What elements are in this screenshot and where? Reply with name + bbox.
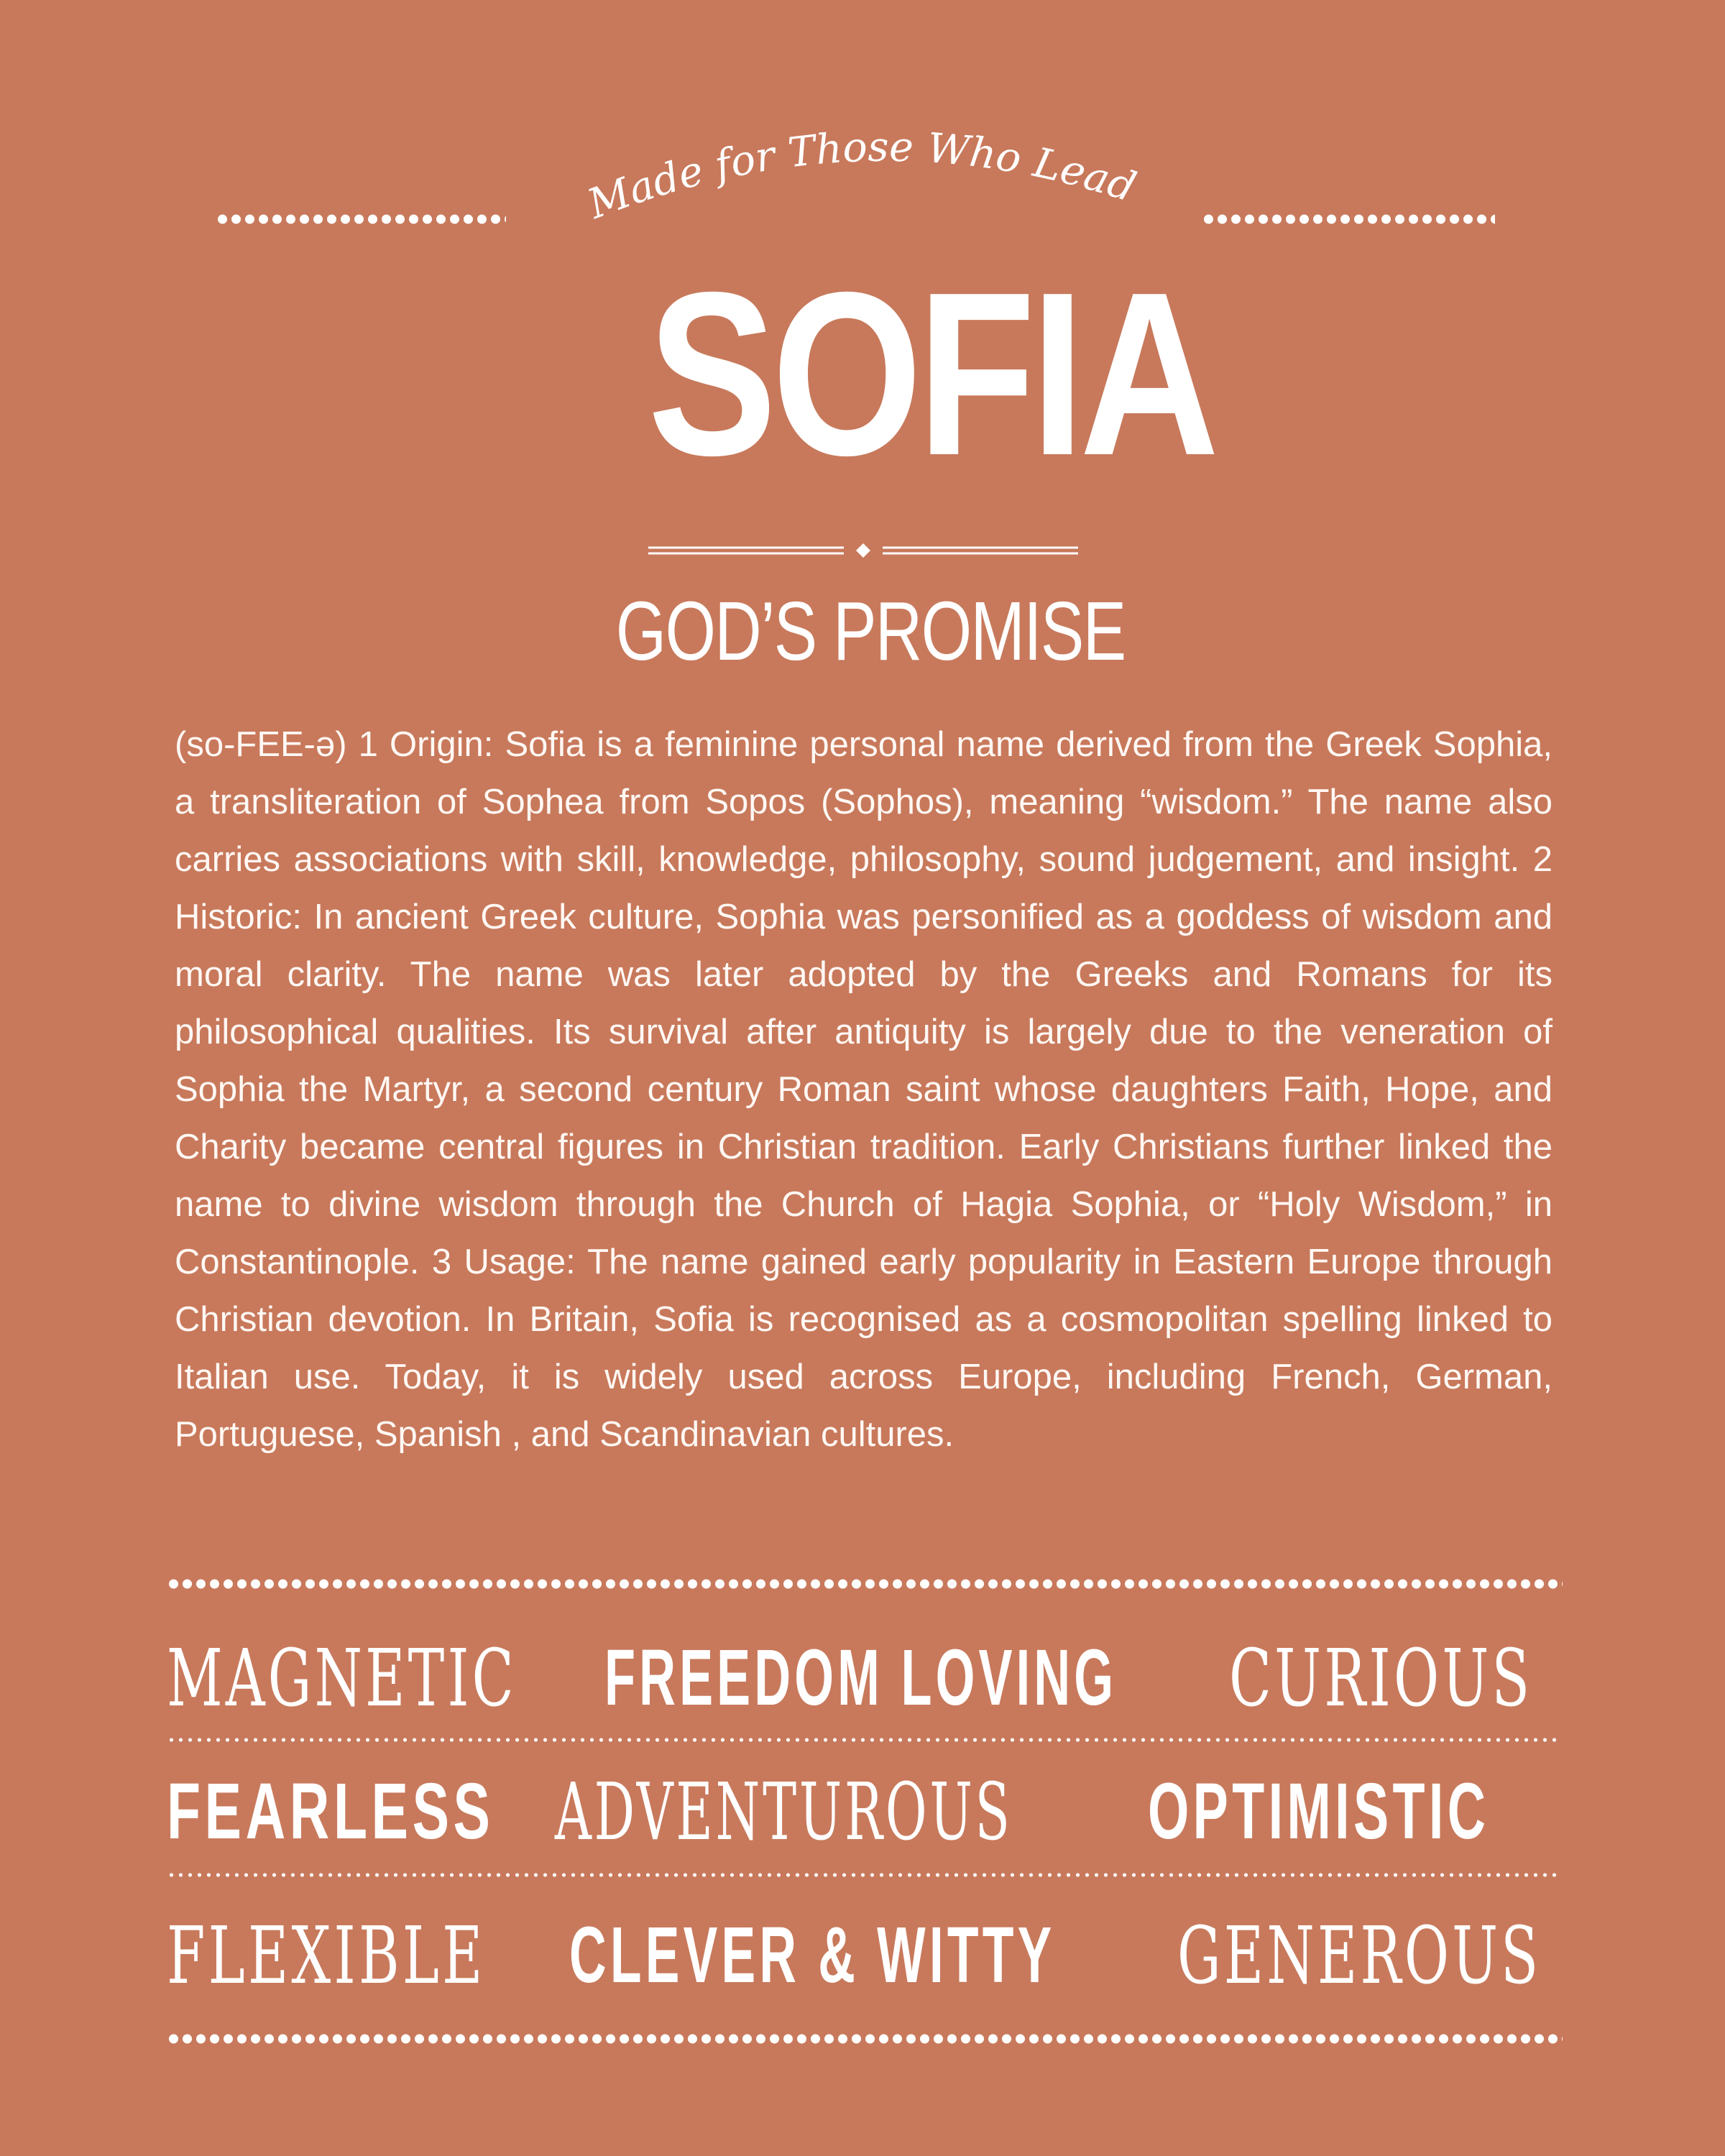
traits-top-dot-divider <box>167 1577 1563 1591</box>
trait-row-2 <box>167 1766 1561 1858</box>
tagline-text <box>581 124 1141 229</box>
tagline-text-path: Made for Those Who Lead <box>581 123 1141 229</box>
traits-row-dot-divider-1 <box>167 1736 1561 1743</box>
separator-diamond-icon <box>856 543 870 558</box>
top-left-dot-divider <box>216 212 506 226</box>
trait-freedom-loving: FREEDOM LOVING <box>604 1634 1118 1722</box>
tagline-arc <box>561 121 1164 243</box>
traits-row-dot-divider-2 <box>167 1871 1561 1879</box>
trait-generous: GENEROUS <box>1177 1909 1542 2001</box>
name-meaning: GOD’S PROMISE <box>615 584 1126 678</box>
trait-curious: CURIOUS <box>1229 1632 1533 1724</box>
trait-magnetic: MAGNETIC <box>167 1632 517 1724</box>
trait-row-1 <box>167 1632 1561 1724</box>
ornamental-separator <box>648 543 1078 558</box>
name-title: SOFIA <box>648 244 1215 504</box>
trait-row-3 <box>167 1909 1561 2001</box>
trait-fearless: FEARLESS <box>167 1767 494 1856</box>
top-right-dot-divider <box>1202 212 1495 226</box>
trait-flexible: FLEXIBLE <box>167 1909 486 2001</box>
traits-bottom-dot-divider <box>167 2032 1563 2046</box>
name-description: (so-FEE-ə) 1 Origin: Sofia is a feminine personal name derived from the Greek Sophia, a transliteration of Sophea from Sopos (Sophos), meaning “wisdom.” The name also carries associations with skill, knowledge, philosophy, sound judgement, and insight. 2 Historic: In ancient Greek culture, Sophia was personified as a goddess of wisdom and moral clarity. The name was later adopted by the Greeks and Romans for its philosophical qualities. Its survival after antiquity is largely due to the veneration of Sophia the Martyr, a second century Roman saint whose daughters Faith, Hope, and Charity became central figures in Christian tradition. Early Christians further linked the name to divine wisdom through the Church of Hagia Sophia, or “Holy Wisdom,” in Constantinople. 3 Usage: The name gained early popularity in Eastern Europe through Christian devotion. In Britain, Sofia is recognised as a cosmopolitan spelling linked to Italian use. Today, it is widely used across Europe, including French, German, Portuguese, Spanish , and Scandinavian cultures. <box>175 725 1552 1454</box>
trait-adventurous: ADVENTUROUS <box>555 1766 1013 1858</box>
trait-clever-and-witty: CLEVER & WITTY <box>569 1911 1056 1999</box>
trait-optimistic: OPTIMISTIC <box>1148 1767 1490 1856</box>
